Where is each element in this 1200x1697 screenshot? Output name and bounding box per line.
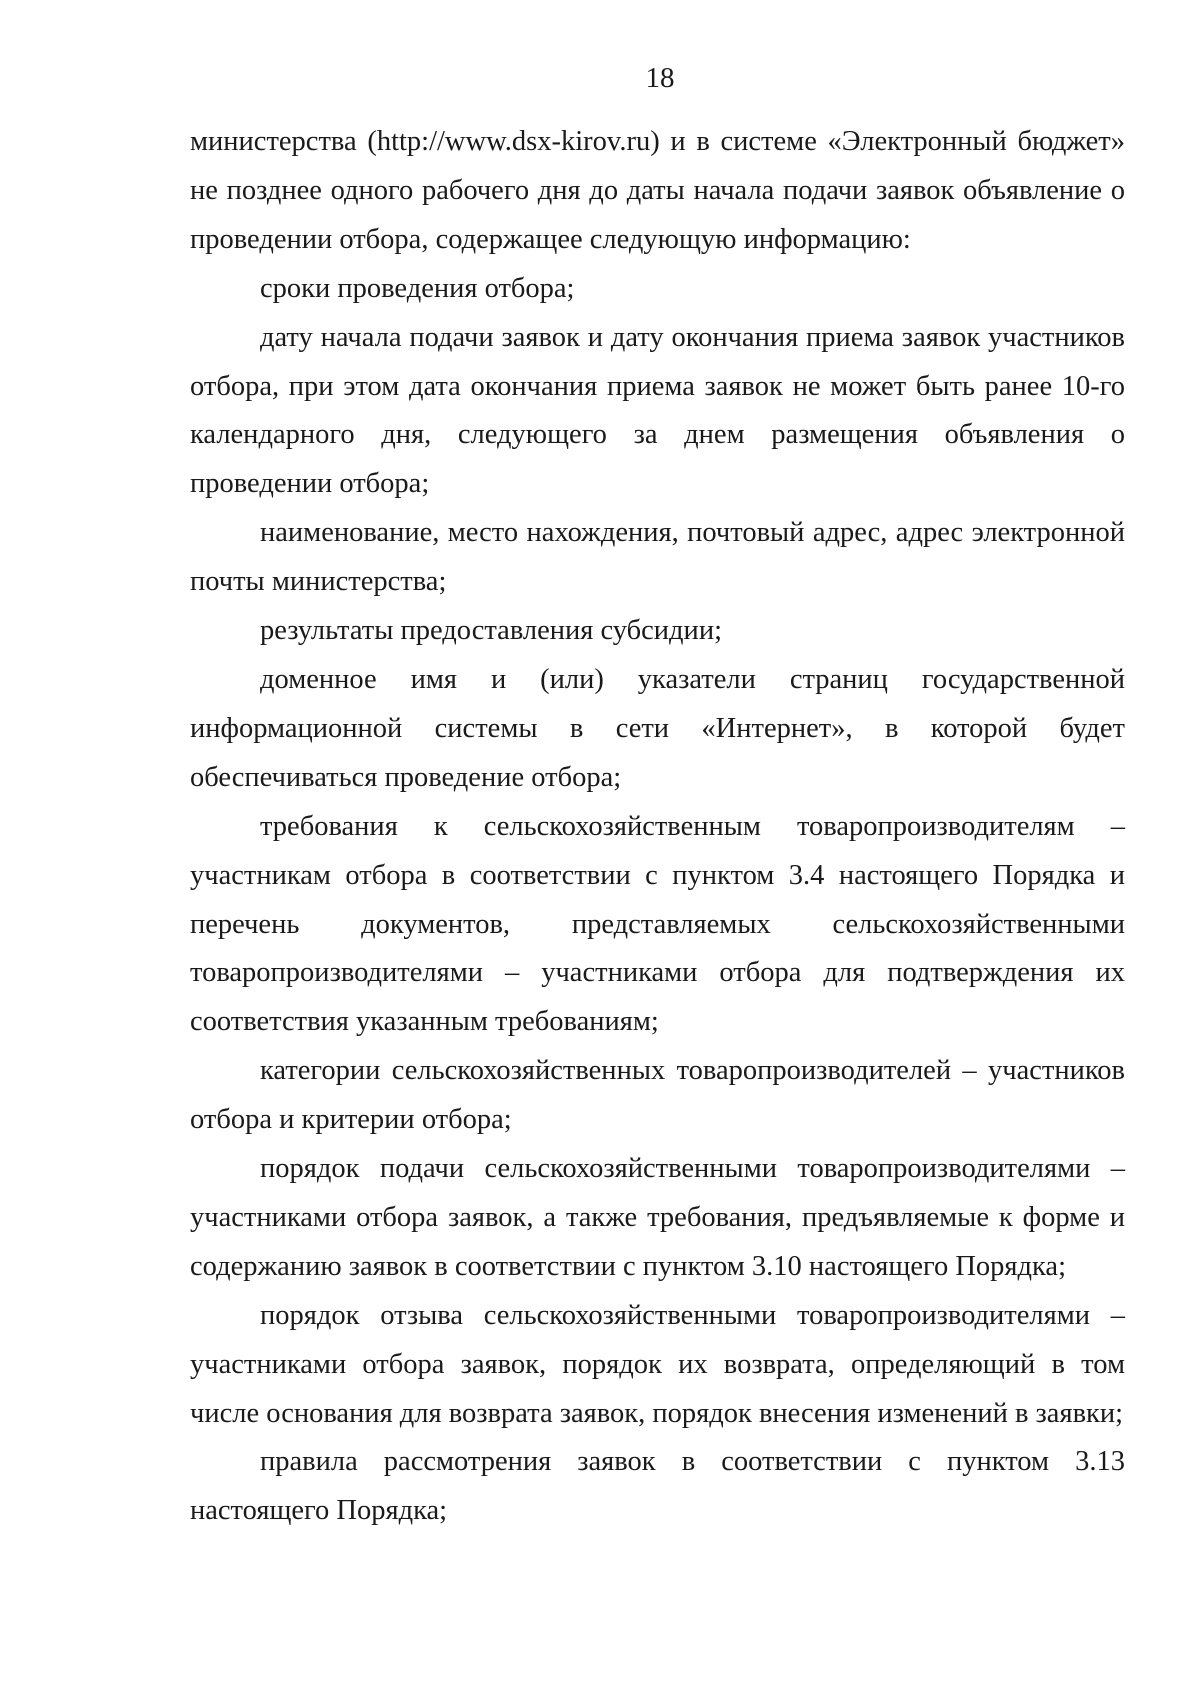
paragraph-application-dates: дату начала подачи заявок и дату окончания приема заявок участников отбора, при этом дата окончания приема заявок не может быть ранее 10-го календарного дня, следующего за днем размещения объявления о проведении отбора; <box>190 321 1125 500</box>
document-body <box>190 118 1125 1536</box>
paragraph-selection-terms: сроки проведения отбора; <box>260 272 575 304</box>
paragraph-participant-requirements: требования к сельскохозяйственным товаропроизводителям – участникам отбора в соответствии с пунктом 3.4 настоящего Порядка и перечень документов, представляемых сельскохозяйственными товаропроизводителями – участниками отбора для подтверждения их соответствия указанным требованиям; <box>190 810 1125 1038</box>
paragraph-domain-name: доменное имя и (или) указатели страниц государственной информационной системы в сети «Интернет», в которой будет обеспечиваться проведение отбора; <box>190 663 1125 793</box>
paragraph-withdrawal-procedure: порядок отзыва сельскохозяйственными товаропроизводителями – участниками отбора заявок, порядок их возврата, определяющий в том числе основания для возврата заявок, порядок внесения изменений в заявки; <box>190 1299 1125 1429</box>
paragraph-ministry-contacts: наименование, место нахождения, почтовый адрес, адрес электронной почты министерства; <box>190 517 1125 598</box>
paragraph-participant-categories: категории сельскохозяйственных товаропроизводителей – участников отбора и критерии отбора; <box>190 1055 1125 1136</box>
paragraph-subsidy-results: результаты предоставления субсидии; <box>260 615 722 647</box>
paragraph-review-rules: правила рассмотрения заявок в соответствии с пунктом 3.13 настоящего Порядка; <box>190 1446 1125 1527</box>
paragraph-announcement-intro: министерства (http://www.dsx-kirov.ru) и в системе «Электронный бюджет» не позднее одного рабочего дня до даты начала подачи заявок объявление о проведении отбора, содержащее следующую информацию: <box>190 126 1125 255</box>
paragraph-submission-procedure: порядок подачи сельскохозяйственными товаропроизводителями – участниками отбора заявок, а также требования, предъявляемые к форме и содержанию заявок в соответствии с пунктом 3.10 настоящего Порядка; <box>190 1153 1125 1282</box>
page-number: 18 <box>645 62 675 94</box>
